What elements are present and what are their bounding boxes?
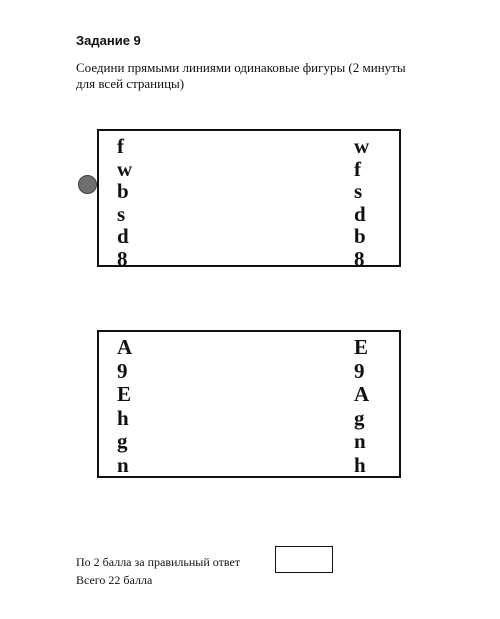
box2-left-item[interactable]: h [117, 405, 129, 430]
box1-left-item[interactable]: f [117, 134, 124, 158]
box2-left-item[interactable]: A [117, 335, 133, 359]
box1-left-item[interactable]: b [117, 179, 129, 203]
total-score-text: Всего 22 балла [76, 573, 153, 587]
box1-left-column [117, 135, 132, 270]
box2-left-column [117, 336, 132, 477]
box2-left-item[interactable]: E [117, 382, 132, 406]
box1-right-item[interactable]: f [354, 156, 361, 181]
matching-box-2 [97, 330, 401, 478]
score-entry-box[interactable] [275, 546, 333, 573]
box1-right-item[interactable]: s [354, 179, 363, 203]
box1-left-item[interactable]: d [117, 224, 129, 248]
box2-left-item[interactable]: n [117, 452, 129, 477]
box2-right-item[interactable]: g [354, 405, 365, 430]
task-title: Задание 9 [76, 33, 141, 48]
score-rule-text: По 2 балла за правильный ответ [76, 555, 241, 569]
box1-left-item[interactable]: w [117, 156, 133, 181]
box1-left-item[interactable]: 8 [117, 246, 128, 271]
box1-right-item[interactable]: 8 [354, 246, 365, 271]
box2-left-item[interactable]: g [117, 429, 128, 453]
box2-left-item[interactable]: 9 [117, 358, 128, 383]
matching-box-1 [97, 129, 401, 271]
start-marker-dot [78, 175, 97, 194]
box1-left-item[interactable]: s [117, 201, 126, 226]
box2-right-item[interactable]: E [354, 335, 369, 359]
box2-right-item[interactable]: n [354, 429, 366, 453]
box2-right-item[interactable]: 9 [354, 358, 365, 383]
box1-right-column [354, 135, 369, 270]
box2-right-column [354, 336, 369, 477]
box2-right-item[interactable]: h [354, 452, 366, 477]
task-instruction: Соедини прямыми линиями одинаковые фигуры (2 минуты для всей страницы) [76, 60, 406, 91]
box1-right-item[interactable]: d [354, 201, 366, 226]
box1-right-item[interactable]: b [354, 224, 366, 248]
box2-right-item[interactable]: A [354, 382, 370, 406]
box1-right-item[interactable]: w [354, 134, 370, 158]
